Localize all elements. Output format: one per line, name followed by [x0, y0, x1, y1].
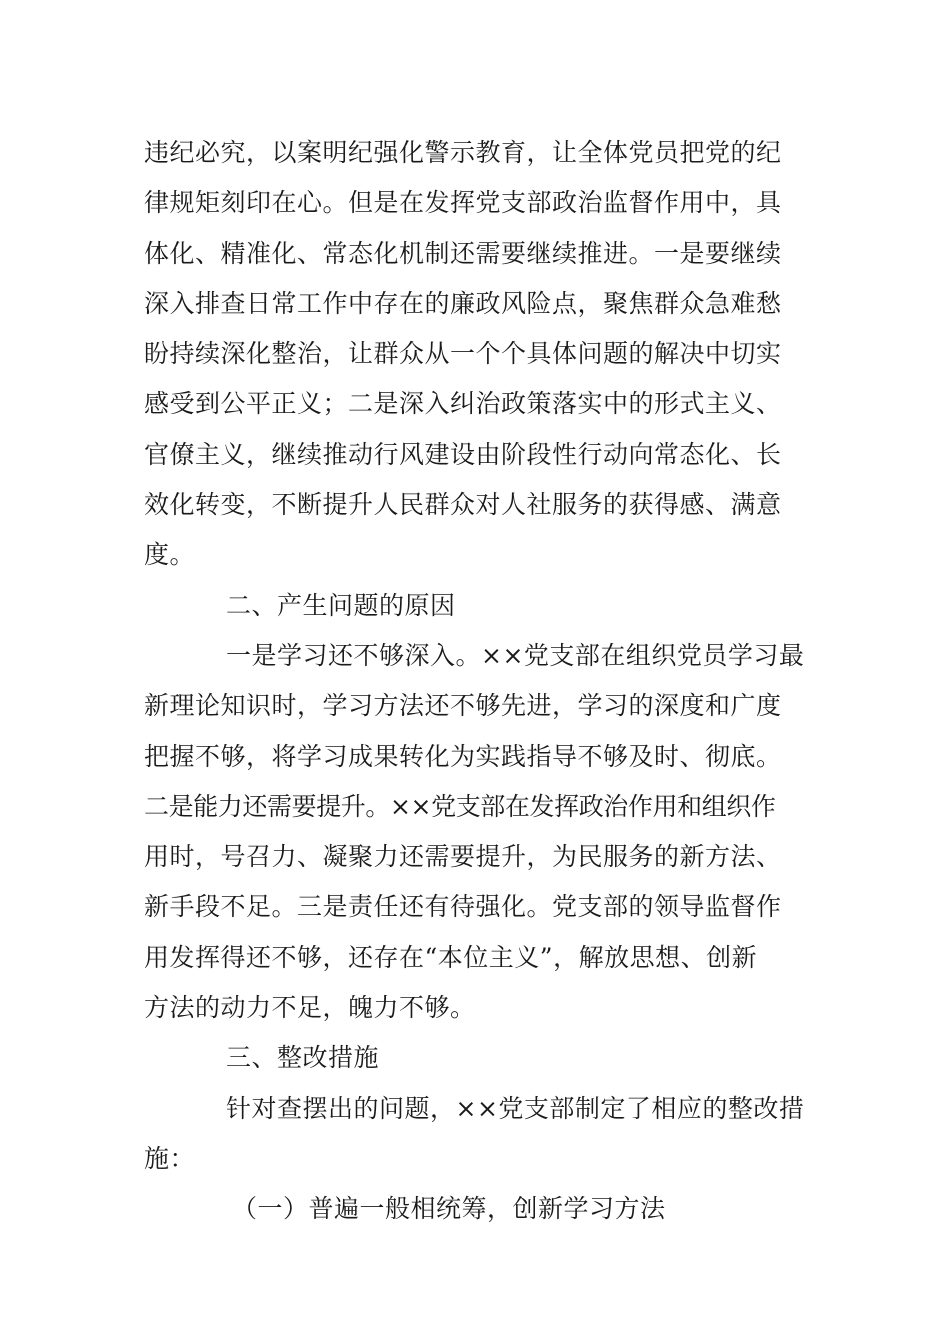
paragraph-line: 新理论知识时，学习方法还不够先进，学习的深度和广度 — [144, 691, 782, 721]
paragraph-line: 官僚主义，继续推动行风建设由阶段性行动向常态化、长 — [144, 439, 782, 469]
document-body — [144, 128, 806, 1235]
paragraph-line: 针对查摆出的问题，××党支部制定了相应的整改措 — [226, 1093, 805, 1123]
paragraph-line: 度。 — [144, 540, 196, 570]
section-heading-causes: 二、产生问题的原因 — [226, 590, 456, 620]
section-heading-measures: 三、整改措施 — [226, 1043, 380, 1073]
paragraph-line: 一是学习还不够深入。××党支部在组织党员学习最 — [226, 640, 805, 670]
paragraph-line: 用时，号召力、凝聚力还需要提升，为民服务的新方法、 — [144, 842, 782, 872]
paragraph-line: 违纪必究，以案明纪强化警示教育，让全体党员把党的纪 — [144, 138, 782, 167]
paragraph-line: 效化转变，不断提升人民群众对人社服务的获得感、满意 — [144, 490, 782, 520]
subsection-heading: （一）普遍一般相统筹，创新学习方法 — [232, 1194, 666, 1224]
paragraph-line: 把握不够，将学习成果转化为实践指导不够及时、彻底。 — [144, 741, 782, 771]
paragraph-line: 感受到公平正义；二是深入纠治政策落实中的形式主义、 — [144, 389, 782, 419]
paragraph-line: 二是能力还需要提升。××党支部在发挥政治作用和组织作 — [144, 791, 776, 821]
paragraph-line: 方法的动力不足，魄力不够。 — [144, 993, 476, 1023]
paragraph-line: 深入排查日常工作中存在的廉政风险点，聚焦群众急难愁 — [144, 288, 782, 318]
paragraph-line: 用发挥得还不够，还存在“本位主义”，解放思想、创新 — [144, 942, 758, 972]
paragraph-line: 律规矩刻印在心。但是在发挥党支部政治监督作用中，具 — [144, 188, 782, 218]
paragraph-line: 新手段不足。三是责任还有待强化。党支部的领导监督作 — [144, 892, 782, 922]
paragraph-line: 体化、精准化、常态化机制还需要继续推进。一是要继续 — [144, 238, 782, 268]
paragraph-line: 施： — [144, 1143, 196, 1173]
paragraph-line: 盼持续深化整治，让群众从一个个具体问题的解决中切实 — [144, 339, 782, 369]
